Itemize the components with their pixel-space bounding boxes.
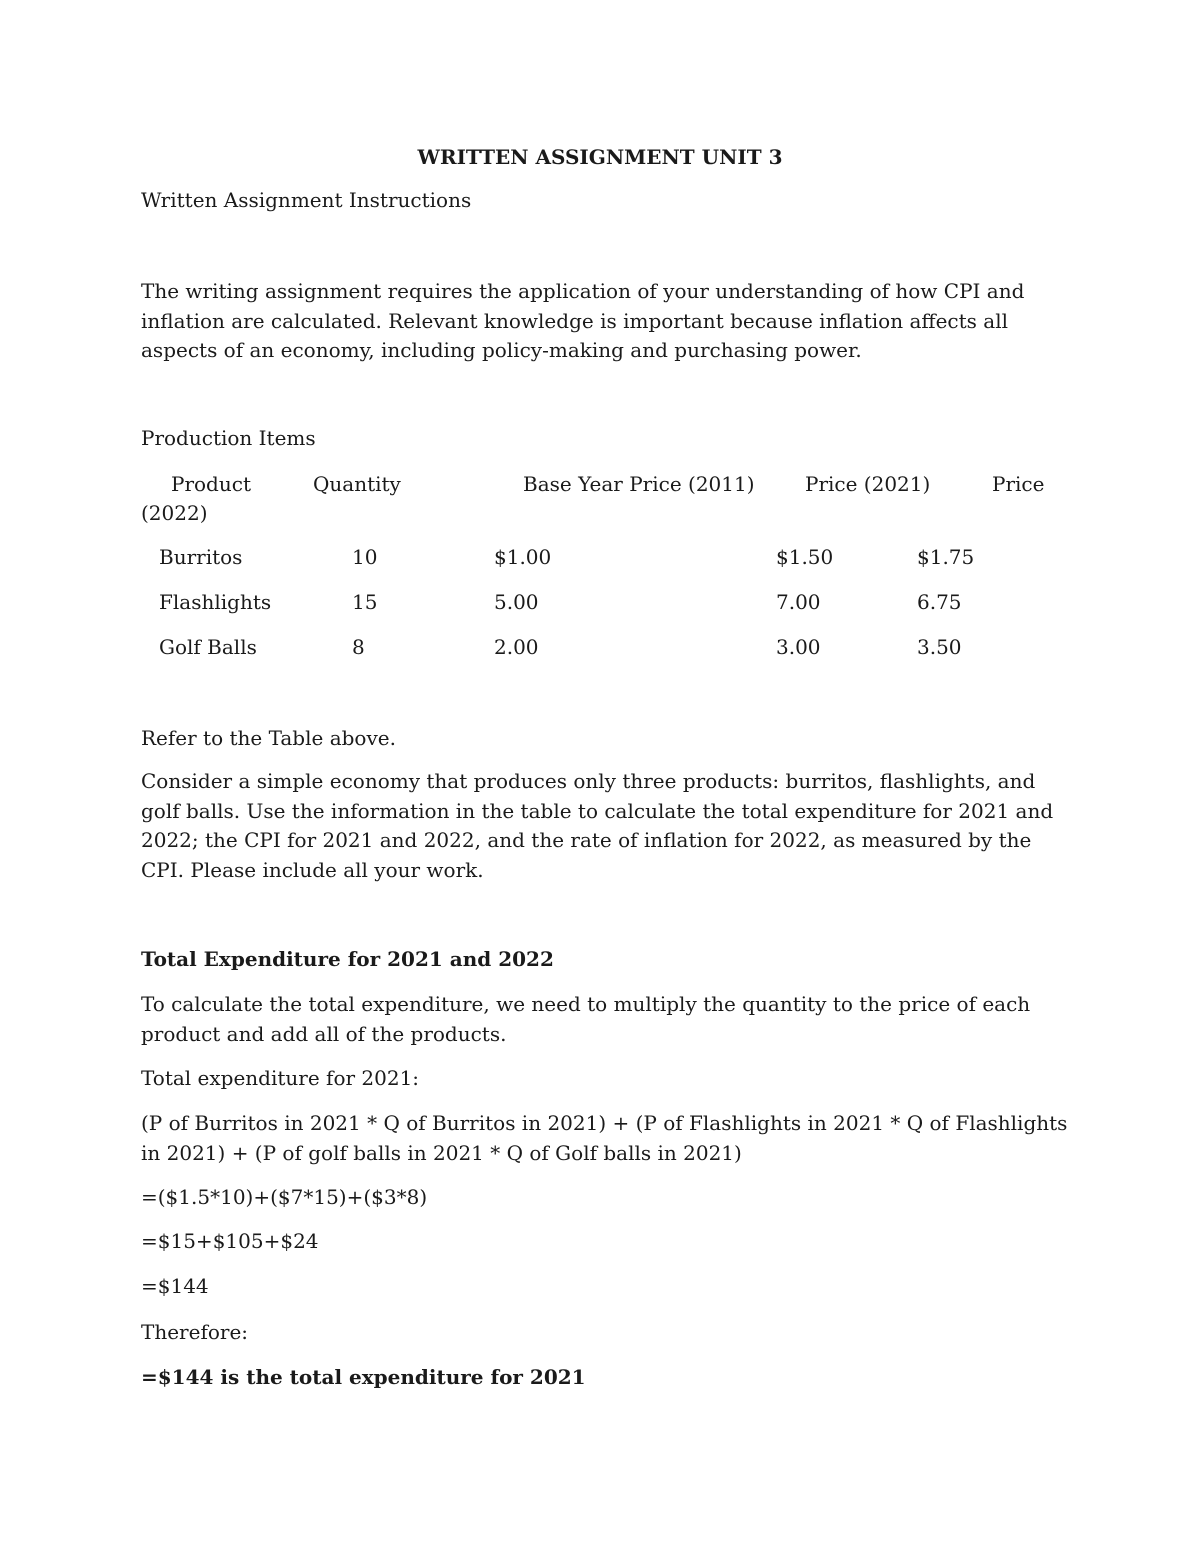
table-header-base-price: Base Year Price (2011) — [523, 472, 755, 496]
table-cell-quantity: 15 — [352, 590, 378, 614]
table-cell-price-2021: $1.50 — [776, 545, 834, 569]
section-intro: To calculate the total expenditure, we need to multiply the quantity to the price of each product and add all of the products. — [141, 992, 1031, 1046]
total-expenditure-label: Total expenditure for 2021: — [141, 1066, 420, 1090]
table-cell-price-2021: 7.00 — [776, 590, 821, 614]
table-cell-product: Golf Balls — [159, 635, 257, 659]
calc-step-1: =($1.5*10)+($7*15)+($3*8) — [141, 1185, 428, 1209]
table-header-price-2022-year: (2022) — [141, 501, 208, 525]
question-paragraph: Consider a simple economy that produces only three products: burritos, flashlights, and golf balls. Use the information in the table to calculate the total expenditure for 2021 and 2022; the CPI for 2021 and 2022, and the rate of inflation for 2022, as measured by the CPI. Please include all your work. — [141, 769, 1054, 882]
table-cell-product: Burritos — [159, 545, 243, 569]
table-cell-price-2021: 3.00 — [776, 635, 821, 659]
intro-paragraph: The writing assignment requires the application of your understanding of how CPI and inflation are calculated. Relevant knowledge is important because inflation affects all aspects of an economy, including policy-making and purchasing power. — [141, 279, 1025, 362]
table-caption: Production Items — [141, 426, 316, 450]
refer-text: Refer to the Table above. — [141, 726, 396, 750]
table-header-price-2022: Price — [992, 472, 1045, 496]
formula-text: (P of Burritos in 2021 * Q of Burritos in 2021) + (P of Flashlights in 2021 * Q of Flashlights in 2021) + (P of golf balls in 2021 * Q of Golf balls in 2021) — [141, 1111, 1068, 1165]
table-cell-price-2022: $1.75 — [917, 545, 975, 569]
document-title: WRITTEN ASSIGNMENT UNIT 3 — [417, 145, 783, 169]
table-cell-base-price: $1.00 — [494, 545, 552, 569]
table-cell-quantity: 10 — [352, 545, 378, 569]
therefore-text: Therefore: — [141, 1320, 249, 1344]
calc-step-3: =$144 — [141, 1274, 209, 1298]
table-cell-base-price: 2.00 — [494, 635, 539, 659]
calc-step-2: =$15+$105+$24 — [141, 1229, 319, 1253]
table-cell-base-price: 5.00 — [494, 590, 539, 614]
table-cell-quantity: 8 — [352, 635, 365, 659]
conclusion-text: =$144 is the total expenditure for 2021 — [141, 1365, 586, 1389]
subtitle: Written Assignment Instructions — [141, 188, 472, 212]
table-cell-price-2022: 6.75 — [917, 590, 962, 614]
table-cell-price-2022: 3.50 — [917, 635, 962, 659]
table-header-price-2021: Price (2021) — [805, 472, 931, 496]
section-heading: Total Expenditure for 2021 and 2022 — [141, 947, 554, 971]
table-header-quantity: Quantity — [313, 472, 401, 496]
table-cell-product: Flashlights — [159, 590, 272, 614]
table-header-product: Product — [171, 472, 251, 496]
